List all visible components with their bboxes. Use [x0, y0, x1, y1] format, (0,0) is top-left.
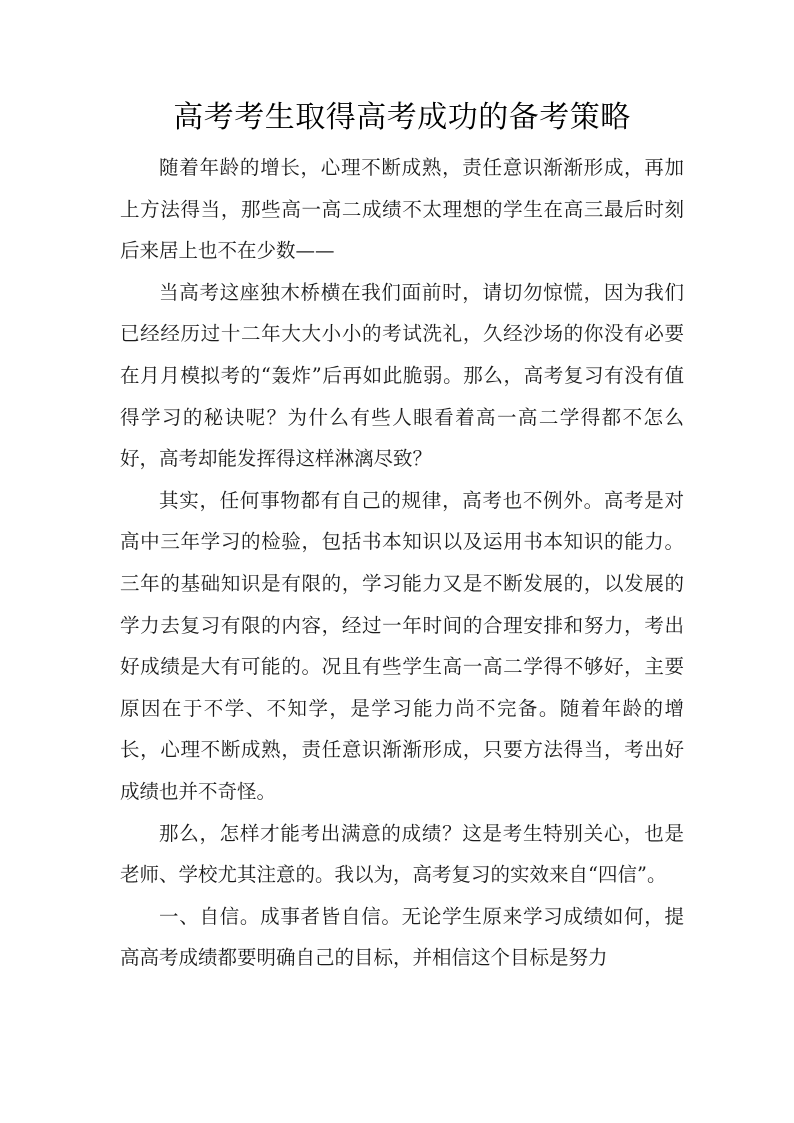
paragraph-2: 当高考这座独木桥横在我们面前时，请切勿惊慌，因为我们已经经历过十二年大大小小的考试洗礼，久经沙场的你没有必要在月月模拟考的“轰炸”后再如此脆弱。那么，高考复习有没有值得学习的秘诀呢？为什么有些人眼看着高一高二学得都不怎么好，高考却能发挥得这样淋漓尽致？ — [120, 280, 684, 471]
paragraph-3: 其实，任何事物都有自己的规律，高考也不例外。高考是对高中三年学习的检验，包括书本知识以及运用书本知识的能力。三年的基础知识是有限的，学习能力又是不断发展的，以发展的学力去复习有限的内容，经过一年时间的合理安排和努力，考出好成绩是大有可能的。况且有些学生高一高二学得不够好，主要原因在于不学、不知学，是学习能力尚不完备。随着年龄的增长，心理不断成熟，责任意识渐渐形成，只要方法得当，考出好成绩也并不奇怪。 — [120, 488, 684, 803]
document-title: 高考考生取得高考成功的备考策略 — [173, 100, 631, 135]
paragraph-4: 那么，怎样才能考出满意的成绩？这是考生特别关心，也是老师、学校尤其注意的。我以为，高考复习的实效来自“四信”。 — [120, 821, 684, 887]
paragraph-5: 一、自信。成事者皆自信。无论学生原来学习成绩如何，提高高考成绩都要明确自己的目标，并相信这个目标是努力 — [120, 904, 684, 970]
paragraph-1: 随着年龄的增长，心理不断成熟，责任意识渐渐形成，再加上方法得当，那些高一高二成绩不太理想的学生在高三最后时刻后来居上也不在少数—— — [120, 156, 684, 263]
